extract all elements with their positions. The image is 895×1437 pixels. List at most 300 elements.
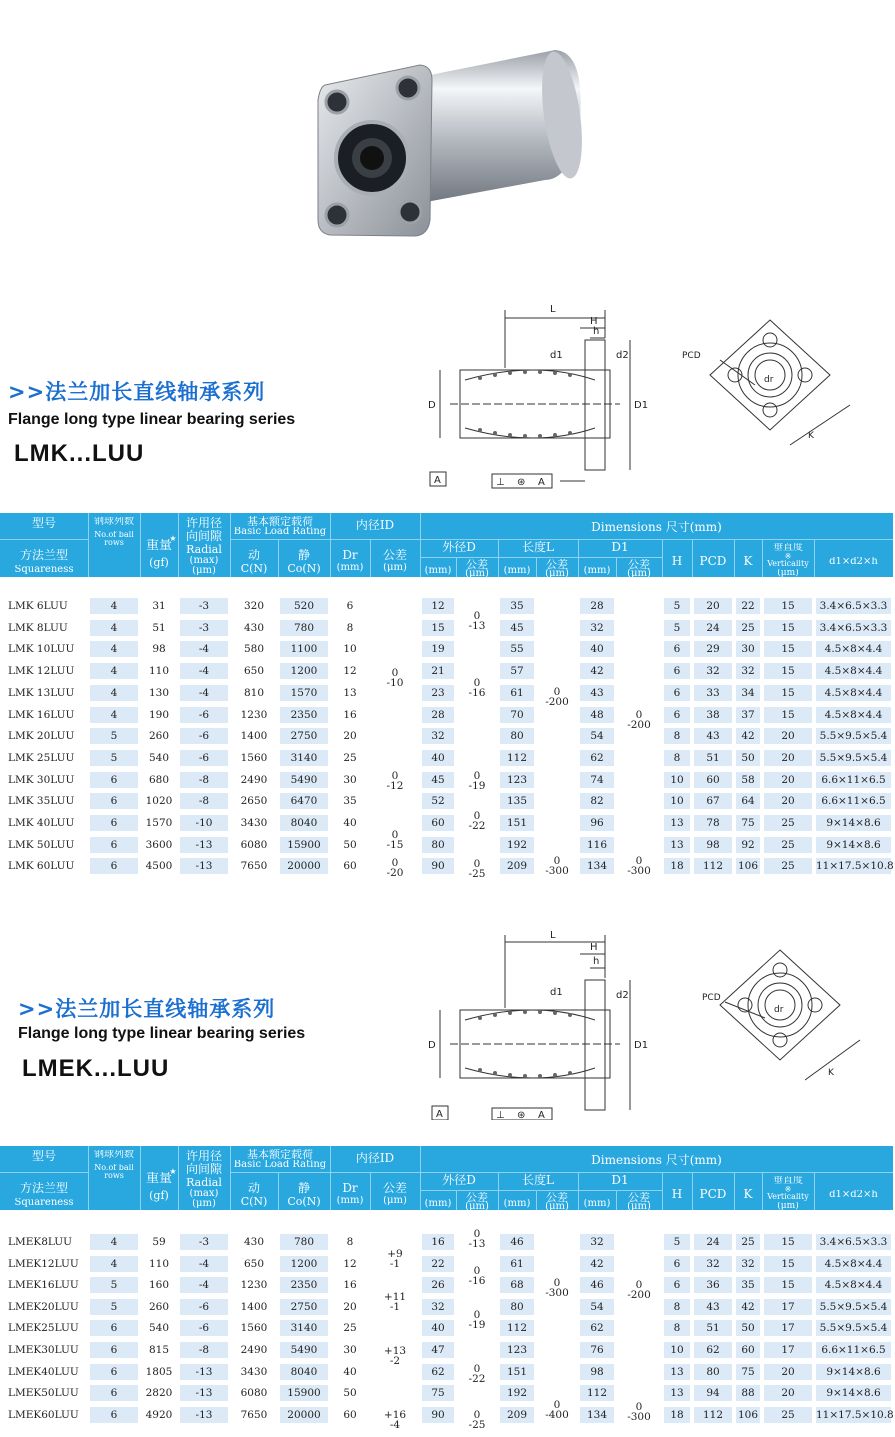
dr-label: Dr: [342, 549, 358, 562]
value-cell: 61: [500, 685, 534, 701]
load-en-label: Basic Load Rating: [233, 527, 327, 537]
value-cell: 9×14×8.6: [816, 1385, 891, 1401]
value-cell: -8: [180, 772, 228, 788]
dimensions-label: Dimensions 尺寸(mm): [591, 521, 722, 534]
value-cell: -3: [180, 598, 228, 614]
svg-text:L: L: [550, 930, 556, 941]
value-cell: 18: [664, 1407, 690, 1423]
len-tol-label: 公差: [546, 1192, 568, 1204]
value-cell: 16: [343, 708, 357, 721]
svg-text:d2: d2: [616, 350, 629, 361]
value-cell: 8: [664, 1299, 690, 1315]
svg-text:K: K: [828, 1068, 834, 1078]
model-cell: LMEK60LUU: [8, 1408, 79, 1421]
value-cell: 48: [580, 707, 614, 723]
rows-en-label: No.of ball: [94, 531, 134, 539]
value-cell: 4: [90, 620, 138, 636]
value-cell: 15: [764, 685, 812, 701]
value-cell: 5.5×9.5×5.4: [816, 750, 891, 766]
weight-cn-label: 重量: [145, 1172, 172, 1186]
value-cell: 110: [148, 665, 170, 678]
value-cell: 112: [500, 750, 534, 766]
value-cell: 96: [580, 815, 614, 831]
value-cell: 2350: [280, 1277, 328, 1293]
model-cell: LMK 12LUU: [8, 665, 75, 678]
radial-max-label: (max): [189, 1189, 219, 1199]
value-cell: 4.5×8×4.4: [816, 685, 891, 701]
value-cell: 32: [694, 1256, 732, 1272]
svg-text:d1: d1: [550, 987, 563, 998]
value-cell: 18: [664, 858, 690, 874]
value-cell: 13: [664, 1385, 690, 1401]
svg-text:d2: d2: [616, 990, 629, 1001]
value-cell: 59: [152, 1236, 166, 1248]
value-cell: 35: [343, 795, 357, 808]
model-cell: LMEK16LUU: [8, 1279, 79, 1292]
value-cell: 12: [343, 665, 357, 678]
value-cell: 10: [664, 772, 690, 788]
value-cell: 75: [736, 815, 760, 831]
len-mm-label: (mm): [503, 566, 531, 576]
value-cell: 6.6×11×6.5: [816, 793, 891, 809]
value-cell: 4: [90, 663, 138, 679]
svg-text:A: A: [538, 477, 545, 488]
od-mm-label: (mm): [424, 1199, 452, 1209]
value-cell: 4: [90, 598, 138, 614]
dimensions-label: Dimensions 尺寸(mm): [591, 1154, 722, 1167]
svg-text:dr: dr: [774, 1005, 784, 1015]
value-cell: -4: [180, 641, 228, 657]
k-label: K: [743, 1188, 753, 1201]
value-cell: 20: [343, 730, 357, 743]
tolerance-upper: 0: [473, 610, 481, 622]
value-cell: 47: [422, 1342, 454, 1358]
value-cell: 55: [500, 641, 534, 657]
value-cell: 78: [694, 815, 732, 831]
value-cell: 15: [764, 663, 812, 679]
value-cell: 16: [343, 1279, 357, 1292]
section1-table: [0, 513, 893, 883]
value-cell: 540: [148, 1322, 170, 1335]
tolerance-upper: 0: [391, 857, 399, 869]
value-cell: 5490: [280, 772, 328, 788]
value-cell: 98: [580, 1364, 614, 1380]
id-tol-unit-label: (μm): [383, 563, 407, 573]
value-cell: 6: [90, 815, 138, 831]
value-cell: 134: [580, 1407, 614, 1423]
value-cell: 6: [664, 707, 690, 723]
svg-text:A: A: [436, 1109, 443, 1120]
tolerance-lower: -300: [545, 865, 569, 877]
tolerance-upper: 0: [473, 770, 481, 782]
tolerance-lower: -10: [386, 677, 404, 689]
value-cell: 780: [280, 620, 328, 636]
value-cell: 5: [90, 1299, 138, 1315]
value-cell: 15: [764, 620, 812, 636]
tolerance-upper: 0: [635, 1279, 643, 1291]
value-cell: 151: [500, 815, 534, 831]
tolerance-lower: -19: [468, 1319, 486, 1331]
value-cell: 46: [500, 1234, 534, 1250]
value-cell: 40: [422, 1320, 454, 1336]
value-cell: 1200: [280, 1256, 328, 1272]
tolerance-lower: -15: [386, 839, 404, 851]
svg-text:dr: dr: [764, 375, 774, 385]
value-cell: 15: [764, 707, 812, 723]
value-cell: 26: [422, 1277, 454, 1293]
value-cell: 5: [90, 728, 138, 744]
value-cell: 15900: [280, 837, 328, 853]
load-cn-label: 基本额定载荷: [247, 1149, 313, 1161]
tolerance-lower: -400: [545, 1409, 569, 1421]
value-cell: 6.6×11×6.5: [816, 772, 891, 788]
id-cn-label: 内径ID: [355, 519, 395, 532]
model-cell: LMEK50LUU: [8, 1387, 79, 1400]
radial-max-label: (max): [189, 556, 219, 566]
value-cell: 60: [343, 1408, 357, 1421]
section2-model: LMEK...LUU: [22, 1055, 170, 1082]
value-cell: 6: [664, 685, 690, 701]
value-cell: 20000: [280, 1407, 328, 1423]
tolerance-upper: +11: [383, 1291, 407, 1303]
value-cell: 34: [736, 685, 760, 701]
value-cell: 64: [736, 793, 760, 809]
value-cell: 20: [764, 793, 812, 809]
value-cell: 51: [694, 1320, 732, 1336]
len-cn-label: 长度L: [522, 541, 554, 554]
value-cell: -6: [180, 707, 228, 723]
value-cell: 88: [736, 1385, 760, 1401]
value-cell: 8: [664, 750, 690, 766]
section2-title-cn: >>法兰加长直线轴承系列: [18, 997, 276, 1021]
tolerance-lower: -1: [389, 1258, 401, 1270]
value-cell: -8: [180, 793, 228, 809]
value-cell: 135: [500, 793, 534, 809]
value-cell: -13: [180, 1407, 228, 1423]
value-cell: 540: [148, 751, 170, 764]
value-cell: 24: [694, 1234, 732, 1250]
tolerance-lower: -25: [468, 868, 486, 880]
value-cell: 2350: [280, 707, 328, 723]
tolerance-lower: -16: [468, 687, 486, 699]
value-cell: 5: [664, 1234, 690, 1250]
value-cell: 134: [580, 858, 614, 874]
rows-cn-label: 钢球列数: [94, 517, 134, 527]
id-tol-unit-label: (μm): [383, 1196, 407, 1206]
svg-text:H: H: [590, 316, 598, 327]
tolerance-upper: 0: [553, 1399, 561, 1411]
svg-text:D1: D1: [634, 400, 649, 411]
value-cell: 110: [148, 1257, 170, 1270]
vert-en-label: Verticality: [767, 1193, 809, 1201]
tolerance-upper: 0: [553, 1277, 561, 1289]
model-sq-cn-label: 方法兰型: [19, 1182, 68, 1195]
model-cell: LMEK40LUU: [8, 1365, 79, 1378]
value-cell: 21: [422, 663, 454, 679]
value-cell: 80: [422, 837, 454, 853]
tolerance-upper: 0: [391, 667, 399, 679]
tolerance-upper: 0: [473, 1265, 481, 1277]
tolerance-upper: 0: [553, 686, 561, 698]
rows-en2-label: rows: [104, 539, 124, 547]
value-cell: 28: [580, 598, 614, 614]
value-cell: 32: [736, 663, 760, 679]
value-cell: 2750: [280, 1299, 328, 1315]
svg-text:K: K: [808, 431, 814, 441]
value-cell: 61: [500, 1256, 534, 1272]
value-cell: 3.4×6.5×3.3: [816, 620, 891, 636]
radial-cn-label: 许用径: [185, 1150, 222, 1163]
svg-text:PCD: PCD: [702, 993, 721, 1003]
value-cell: 1400: [240, 730, 268, 743]
model-sq-cn-label: 方法兰型: [19, 549, 68, 562]
tolerance-lower: -1: [389, 1301, 401, 1313]
value-cell: 2490: [240, 773, 268, 786]
value-cell: 116: [580, 837, 614, 853]
header-rule: [420, 1190, 662, 1191]
value-cell: 1400: [240, 1300, 268, 1313]
tolerance-upper: 0: [473, 858, 481, 870]
model-cell: LMEK12LUU: [8, 1257, 79, 1270]
dr-unit-label: (mm): [336, 1196, 364, 1206]
value-cell: 36: [694, 1277, 732, 1293]
value-cell: 90: [422, 858, 454, 874]
value-cell: 31: [152, 600, 166, 612]
value-cell: 6: [90, 1385, 138, 1401]
value-cell: 20: [694, 598, 732, 614]
tolerance-upper: 0: [553, 855, 561, 867]
dyn-label: 动: [247, 549, 260, 562]
value-cell: 25: [764, 858, 812, 874]
vert-cn-label: 垂直度: [773, 543, 803, 553]
value-cell: -4: [180, 663, 228, 679]
value-cell: 70: [500, 707, 534, 723]
value-cell: 6080: [240, 838, 268, 851]
id-tol-label: 公差: [382, 1182, 407, 1195]
tolerance-upper: 0: [391, 770, 399, 782]
value-cell: 8040: [280, 815, 328, 831]
value-cell: 40: [580, 641, 614, 657]
value-cell: 112: [694, 858, 732, 874]
od-tol-unit-label: (μm): [465, 569, 489, 577]
value-cell: 17: [764, 1320, 812, 1336]
value-cell: 8: [346, 621, 354, 634]
value-cell: 45: [422, 772, 454, 788]
value-cell: 4.5×8×4.4: [816, 641, 891, 657]
vert-mark-label: ※: [784, 553, 792, 561]
value-cell: 30: [343, 1344, 357, 1356]
value-cell: 780: [280, 1234, 328, 1250]
value-cell: 123: [500, 1342, 534, 1358]
value-cell: 54: [580, 1299, 614, 1315]
value-cell: 20: [764, 750, 812, 766]
value-cell: 151: [500, 1364, 534, 1380]
h-label: H: [671, 555, 683, 568]
value-cell: 13: [664, 837, 690, 853]
value-cell: 4.5×8×4.4: [816, 663, 891, 679]
value-cell: 54: [580, 728, 614, 744]
value-cell: 6: [664, 1256, 690, 1272]
value-cell: 2650: [240, 795, 268, 808]
value-cell: 20: [764, 1364, 812, 1380]
model-cell: LMK 6LUU: [8, 600, 68, 612]
od-cn-label: 外径D: [442, 541, 476, 554]
value-cell: 80: [500, 728, 534, 744]
id-tol-label: 公差: [382, 549, 407, 562]
value-cell: 15: [422, 620, 454, 636]
id-cn-label: 内径ID: [355, 1152, 395, 1165]
value-cell: 37: [736, 707, 760, 723]
bolt-label: d1×d2×h: [829, 1190, 878, 1200]
value-cell: 38: [694, 707, 732, 723]
value-cell: 98: [152, 643, 166, 656]
od-tol-unit-label: (μm): [465, 1202, 489, 1210]
value-cell: 430: [243, 621, 265, 634]
section1-title-cn: >>法兰加长直线轴承系列: [8, 380, 266, 404]
value-cell: 32: [580, 1234, 614, 1250]
value-cell: -13: [180, 858, 228, 874]
value-cell: 20: [764, 772, 812, 788]
value-cell: 6: [664, 641, 690, 657]
value-cell: 6: [664, 1277, 690, 1293]
value-cell: 50: [343, 1387, 357, 1400]
value-cell: 25: [343, 1322, 357, 1335]
value-cell: 32: [422, 728, 454, 744]
value-cell: 260: [148, 1300, 170, 1313]
value-cell: 260: [148, 730, 170, 743]
model-cell: LMK 25LUU: [8, 751, 75, 764]
value-cell: 130: [148, 686, 170, 699]
model-sq-en-label: Squareness: [14, 1198, 74, 1208]
model-cell: LMK 35LUU: [8, 795, 75, 808]
tolerance-upper: 0: [635, 855, 643, 867]
section2-title-en: Flange long type linear bearing series: [18, 1025, 306, 1042]
value-cell: 8: [664, 728, 690, 744]
value-cell: 6.6×11×6.5: [816, 1342, 891, 1358]
value-cell: 23: [422, 685, 454, 701]
weight-unit-label: (gf): [149, 1190, 169, 1202]
value-cell: 1805: [145, 1365, 173, 1378]
value-cell: 60: [343, 860, 357, 873]
value-cell: 52: [422, 793, 454, 809]
value-cell: 20: [764, 728, 812, 744]
dyn-unit-label: C(N): [240, 1196, 268, 1208]
value-cell: 320: [243, 600, 265, 612]
value-cell: 60: [736, 1342, 760, 1358]
value-cell: 9×14×8.6: [816, 815, 891, 831]
value-cell: 24: [694, 620, 732, 636]
tolerance-lower: -25: [468, 1419, 486, 1431]
d1-tol-unit-label: (μm): [627, 1202, 651, 1210]
value-cell: 1570: [145, 817, 173, 829]
value-cell: 90: [422, 1407, 454, 1423]
value-cell: 1200: [280, 663, 328, 679]
value-cell: 8: [346, 1236, 354, 1248]
table-header: [0, 513, 893, 577]
tolerance-upper: +13: [383, 1345, 407, 1357]
tolerance-lower: -4: [389, 1419, 401, 1431]
vert-en-label: Verticality: [767, 560, 809, 568]
value-cell: 6: [90, 837, 138, 853]
value-cell: 3430: [240, 817, 268, 829]
vert-unit-label: (μm): [777, 1202, 799, 1210]
header-rule: [230, 1172, 420, 1173]
section1-title-en: Flange long type linear bearing series: [8, 411, 296, 428]
model-cell: LMK 16LUU: [8, 708, 75, 721]
value-cell: 4: [90, 1256, 138, 1272]
svg-text:⊛: ⊛: [517, 477, 526, 488]
tolerance-upper: 0: [473, 1409, 481, 1421]
value-cell: -4: [180, 1277, 228, 1293]
value-cell: 6: [664, 663, 690, 679]
value-cell: 10: [664, 793, 690, 809]
value-cell: 62: [694, 1342, 732, 1358]
value-cell: 32: [694, 663, 732, 679]
header-rule: [230, 539, 420, 540]
value-cell: 80: [500, 1299, 534, 1315]
value-cell: 28: [422, 707, 454, 723]
value-cell: 50: [343, 838, 357, 851]
value-cell: 680: [148, 773, 170, 786]
value-cell: 580: [243, 643, 265, 656]
value-cell: 4: [90, 641, 138, 657]
value-cell: 43: [694, 1299, 732, 1315]
d1-mm-label: (mm): [583, 566, 611, 576]
value-cell: -3: [180, 620, 228, 636]
value-cell: 30: [736, 641, 760, 657]
value-cell: 50: [736, 750, 760, 766]
value-cell: 106: [737, 1408, 759, 1421]
value-cell: 10: [664, 1342, 690, 1358]
value-cell: 74: [580, 772, 614, 788]
rows-cn-label: 钢球列数: [94, 1150, 134, 1160]
value-cell: 13: [664, 815, 690, 831]
radial-cn-label: 许用径: [185, 517, 222, 530]
model-cell: LMK 50LUU: [8, 838, 75, 851]
svg-text:H: H: [590, 942, 598, 953]
d1-label: D1: [611, 1174, 629, 1187]
tolerance-upper: 0: [473, 810, 481, 822]
value-cell: 6: [90, 1364, 138, 1380]
value-cell: 40: [343, 1365, 357, 1378]
value-cell: 15: [764, 598, 812, 614]
value-cell: 3430: [240, 1365, 268, 1378]
value-cell: 5.5×9.5×5.4: [816, 1320, 891, 1336]
pcd-label: PCD: [699, 1188, 727, 1201]
value-cell: 45: [500, 620, 534, 636]
vert-unit-label: (μm): [777, 569, 799, 577]
value-cell: 8040: [280, 1364, 328, 1380]
value-cell: 1560: [240, 751, 268, 764]
value-cell: -13: [180, 837, 228, 853]
value-cell: 112: [694, 1407, 732, 1423]
value-cell: 650: [243, 665, 265, 678]
value-cell: 810: [243, 686, 265, 699]
dyn-unit-label: C(N): [240, 563, 268, 575]
vert-mark-label: ※: [784, 1186, 792, 1194]
value-cell: 50: [736, 1320, 760, 1336]
value-cell: 4: [90, 707, 138, 723]
radial-unit-label: (μm): [192, 1199, 216, 1209]
value-cell: 29: [694, 641, 732, 657]
d1-tol-label: 公差: [628, 559, 650, 571]
star-mark: ★: [169, 535, 177, 543]
value-cell: 650: [243, 1257, 265, 1270]
value-cell: 6080: [240, 1387, 268, 1400]
value-cell: 32: [422, 1299, 454, 1315]
tolerance-upper: 0: [635, 709, 643, 721]
value-cell: -3: [180, 1234, 228, 1250]
